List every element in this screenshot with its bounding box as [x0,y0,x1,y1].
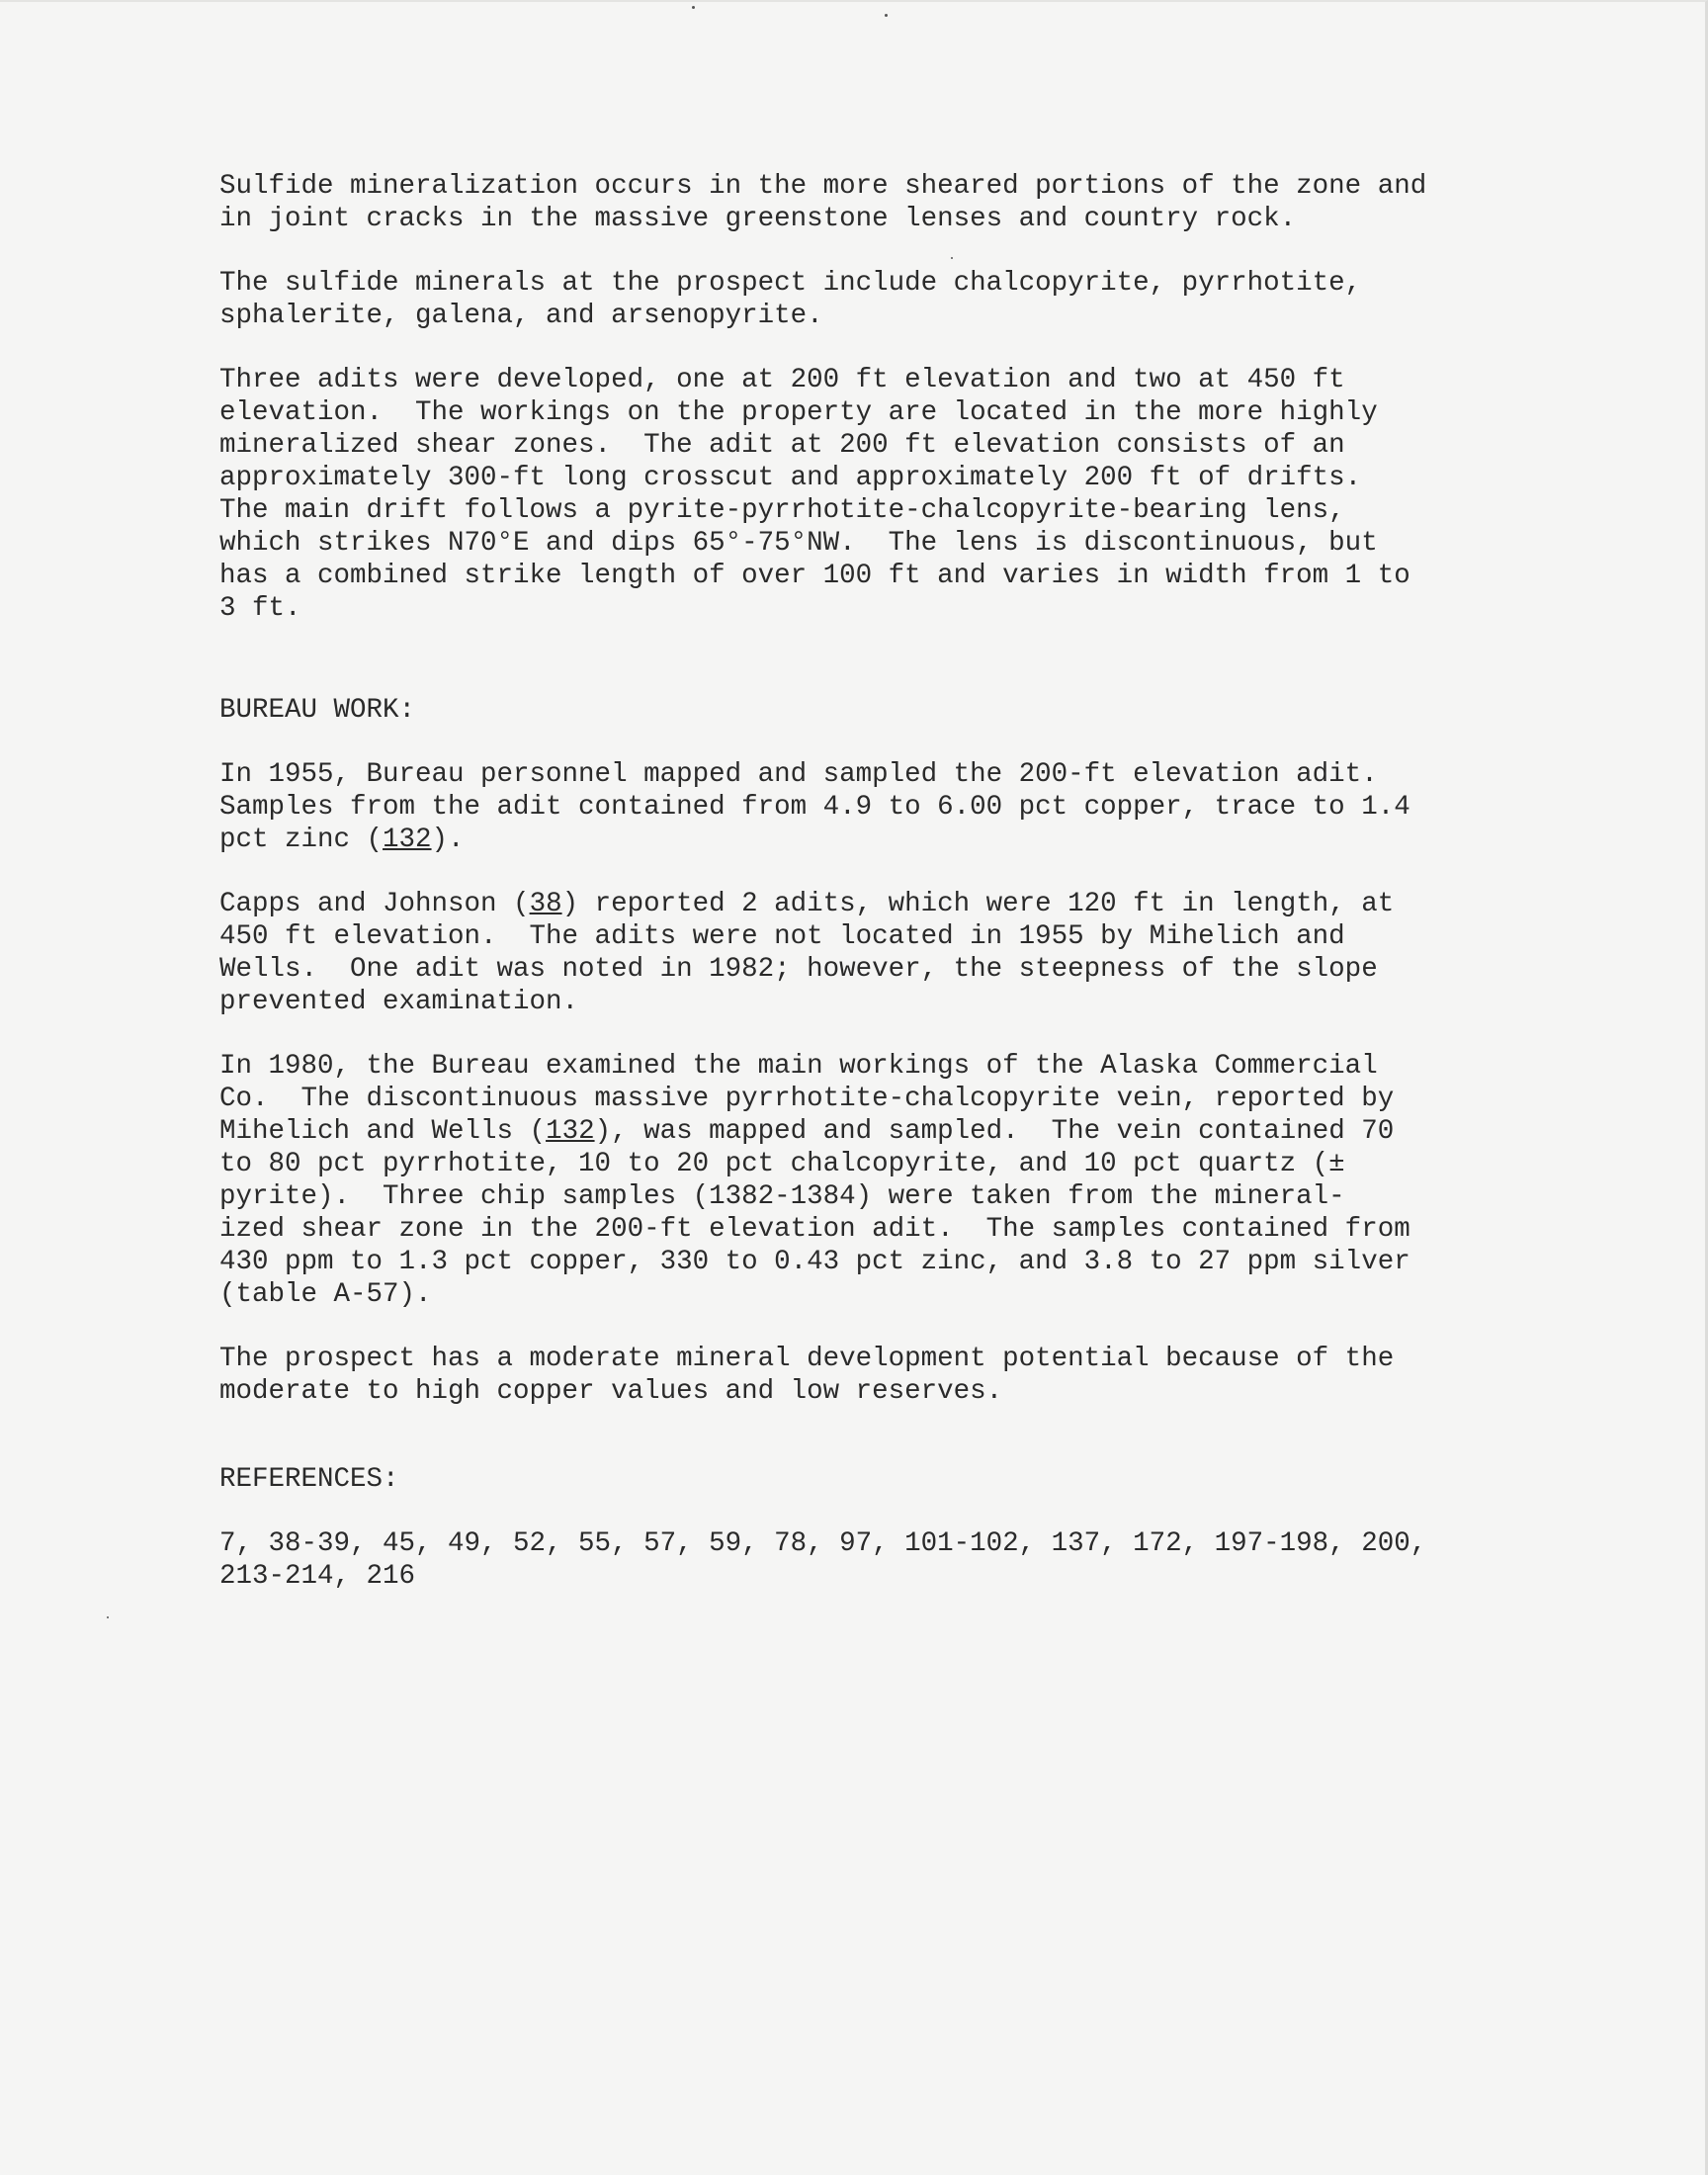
text-line: In 1955, Bureau personnel mapped and sampled the 200-ft elevation adit. [219,759,1378,790]
text-line: has a combined strike length of over 100 ft and varies in width from 1 to [219,561,1410,591]
text-line: The main drift follows a pyrite-pyrrhotite-chalcopyrite-bearing lens, [219,495,1345,526]
text-line: The sulfide minerals at the prospect include chalcopyrite, pyrrhotite, [219,268,1362,299]
text-line: In 1980, the Bureau examined the main workings of the Alaska Commercial [219,1051,1378,1082]
text-line: 3 ft. [219,593,301,624]
text-line: Capps and Johnson ( [219,889,530,919]
text-line: Samples from the adit contained from 4.9 to 6.00 pct copper, trace to 1.4 [219,792,1410,823]
text-line: 213-214, 216 [219,1561,416,1592]
paragraph-sulfide-minerals [219,267,1504,332]
section-heading-references: REFERENCES: [219,1464,399,1495]
text-line: 7, 38-39, 45, 49, 52, 55, 57, 59, 78, 97, 101-102, 137, 172, 197-198, 200, [219,1528,1427,1559]
text-line: prevented examination. [219,987,579,1017]
text-line: ), was mapped and sampled. The vein contained 70 [594,1116,1395,1147]
text-line: mineralized shear zones. The adit at 200 ft elevation consists of an [219,430,1345,461]
text-line: 430 ppm to 1.3 pct copper, 330 to 0.43 pct zinc, and 3.8 to 27 ppm silver [219,1247,1410,1277]
document-body [219,170,1504,1624]
text-line: Mihelich and Wells ( [219,1116,547,1147]
text-line: (table A-57). [219,1279,432,1310]
text-line: pyrite). Three chip samples (1382-1384) were taken from the mineral- [219,1181,1345,1212]
scan-speck [107,1616,109,1618]
text-line: Co. The discontinuous massive pyrrhotite-chalcopyrite vein, reported by [219,1084,1395,1114]
text-line: ). [431,825,465,855]
text-line: Sulfide mineralization occurs in the more sheared portions of the zone and [219,171,1427,202]
text-line: moderate to high copper values and low reserves. [219,1376,1003,1407]
scan-speck [885,14,888,17]
text-line: sphalerite, galena, and arsenopyrite. [219,301,823,331]
text-line: pct zinc ( [219,825,384,855]
reference-citation: 38 [529,889,562,919]
text-line: Three adits were developed, one at 200 ft elevation and two at 450 ft [219,365,1345,395]
text-line: elevation. The workings on the property are located in the more highly [219,397,1378,428]
paragraph-potential [219,1343,1504,1408]
scan-speck [692,6,695,9]
text-line: approximately 300-ft long crosscut and approximately 200 ft of drifts. [219,463,1362,493]
text-line: in joint cracks in the massive greenstone lenses and country rock. [219,204,1297,234]
text-line: ized shear zone in the 200-ft elevation adit. The samples contained from [219,1214,1410,1245]
text-line: ) reported 2 adits, which were 120 ft in length, at [561,889,1395,919]
paragraph-capps-johnson [219,888,1504,1018]
text-line: 450 ft elevation. The adits were not located in 1955 by Mihelich and [219,921,1345,952]
paragraph-bureau-1955 [219,758,1504,856]
text-line: The prospect has a moderate mineral development potential because of the [219,1344,1395,1374]
paragraph-bureau-1980 [219,1050,1504,1311]
section-heading-bureau-work: BUREAU WORK: [219,695,416,726]
paragraph-sulfide-mineralization [219,170,1504,235]
references-list [219,1527,1504,1593]
text-line: which strikes N70°E and dips 65°-75°NW. The lens is discontinuous, but [219,528,1378,559]
text-line: to 80 pct pyrrhotite, 10 to 20 pct chalcopyrite, and 10 pct quartz (± [219,1149,1345,1179]
reference-citation: 132 [546,1116,595,1147]
text-line: Wells. One adit was noted in 1982; however, the steepness of the slope [219,954,1378,985]
reference-citation: 132 [383,825,432,855]
paragraph-adits [219,364,1504,625]
